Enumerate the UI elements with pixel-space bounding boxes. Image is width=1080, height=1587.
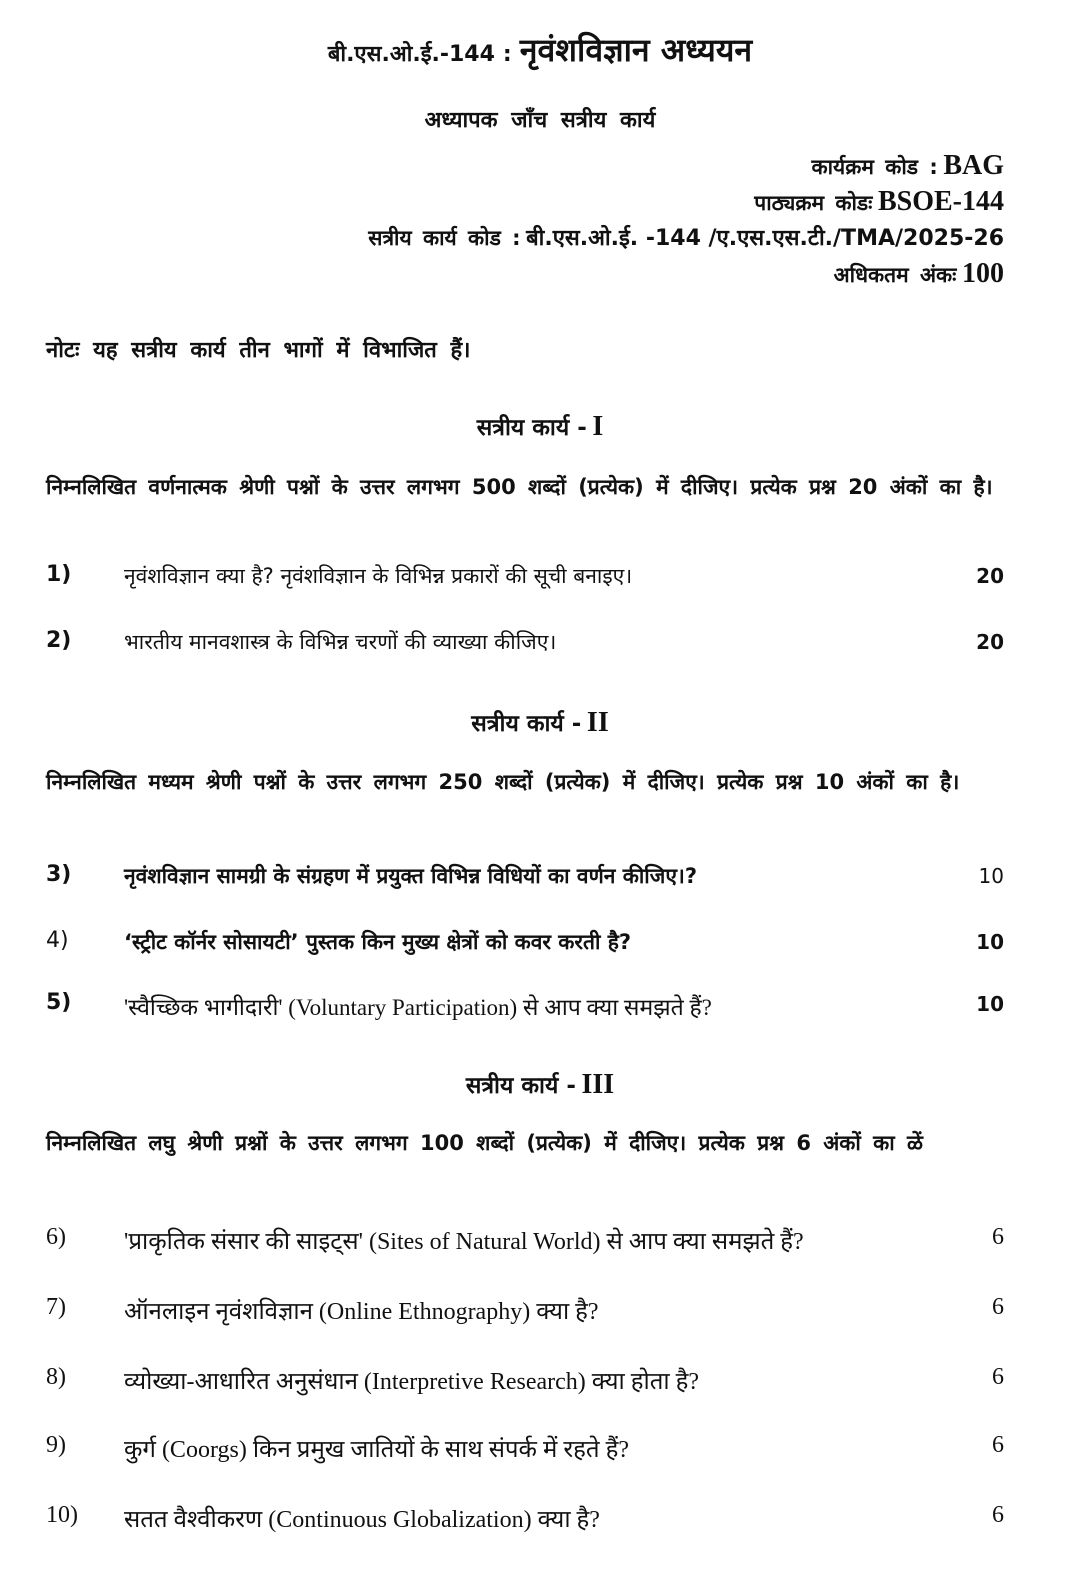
- question-number: 10): [46, 1502, 78, 1528]
- question-text: ऑनलाइन नृवंशविज्ञान (Online Ethnography) क्या है?: [124, 1299, 599, 1325]
- question-3: [46, 862, 1004, 902]
- question-marks: 6: [992, 1432, 1004, 1458]
- question-number: 4): [46, 928, 69, 953]
- section-heading-1: [0, 410, 1080, 443]
- question-marks: 6: [992, 1224, 1004, 1250]
- question-8: [46, 1364, 1004, 1404]
- section-instruction-2: निम्नलिखित मध्यम श्रेणी पश्नों के उत्तर लगभग 250 शब्दों (प्रत्येक) में दीजिए। प्रत्येक प्रश्न 10 अंकों का है।: [46, 770, 960, 794]
- question-text: सतत वैश्वीकरण (Continuous Globalization) क्या है?: [124, 1507, 600, 1533]
- question-5: [46, 990, 1004, 1030]
- question-number: 3): [46, 862, 72, 887]
- title-separator: :: [502, 42, 512, 67]
- section-instruction-3: निम्नलिखित लघु श्रेणी प्रश्नों के उत्तर लगभग 100 शब्दों (प्रत्येक) में दीजिए। प्रत्येक प्रश्न 6 अंकों का ळें: [46, 1131, 924, 1155]
- question-number: 9): [46, 1432, 66, 1458]
- page-title: [0, 28, 1080, 71]
- max-marks-line: [834, 258, 1004, 290]
- question-text: नृवंशविज्ञान सामग्री के संग्रहण में प्रयुक्त विभिन्न विधियों का वर्णन कीजिए।?: [124, 864, 698, 888]
- question-marks: 6: [992, 1294, 1004, 1320]
- question-2: [46, 628, 1004, 668]
- question-text: 'स्वैच्छिक भागीदारी' (Voluntary Participation) से आप क्या समझते हैं?: [124, 995, 712, 1020]
- section-numeral: II: [586, 707, 609, 738]
- question-number: 8): [46, 1364, 66, 1390]
- programme-code-line: [811, 150, 1004, 182]
- section-instruction-1: निम्नलिखित वर्णनात्मक श्रेणी पश्नों के उत्तर लगभग 500 शब्दों (प्रत्येक) में दीजिए। प्रत्येक प्रश्न 20 अंकों का है।: [46, 475, 993, 499]
- question-marks: 6: [992, 1502, 1004, 1528]
- question-9: [46, 1432, 1004, 1472]
- course-code-label: पाठ्यक्रम कोडः: [754, 191, 873, 215]
- question-number: 2): [46, 628, 72, 653]
- course-name: नृवंशविज्ञान अध्ययन: [519, 31, 753, 69]
- assignment-type: अध्यापक जाँच सत्रीय कार्य: [424, 108, 656, 133]
- section-numeral: I: [592, 411, 604, 442]
- question-number: 1): [46, 562, 72, 587]
- question-number: 5): [46, 990, 72, 1015]
- question-text: भारतीय मानवशास्त्र के विभिन्न चरणों की व्याख्या कीजिए।: [124, 630, 557, 654]
- section-label: सत्रीय कार्य -: [465, 1073, 576, 1099]
- assignment-code-line: [368, 222, 1004, 252]
- question-marks: 10: [978, 864, 1004, 888]
- question-text: नृवंशविज्ञान क्या है? नृवंशविज्ञान के विभिन्न प्रकारों की सूची बनाइए।: [124, 564, 633, 588]
- question-1: [46, 562, 1004, 602]
- question-number: 7): [46, 1294, 66, 1320]
- assignment-code-label: सत्रीय कार्य कोड :: [368, 226, 521, 250]
- section-heading-3: [0, 1068, 1080, 1101]
- question-text: ‘स्ट्रीट कॉर्नर सोसायटी’ पुस्तक किन मुख्य क्षेत्रों को कवर करती है?: [124, 930, 632, 954]
- question-marks: 10: [976, 992, 1004, 1016]
- max-marks-value: 100: [962, 258, 1004, 289]
- max-marks-label: अधिकतम अंकः: [833, 263, 957, 287]
- note: नोटः यह सत्रीय कार्य तीन भागों में विभाजित हैं।: [46, 338, 471, 363]
- question-marks: 20: [976, 630, 1004, 654]
- course-code-line: [754, 186, 1004, 218]
- course-code-value: BSOE-144: [877, 186, 1004, 217]
- question-marks: 10: [976, 930, 1004, 954]
- section-heading-2: [0, 706, 1080, 739]
- section-label: सत्रीय कार्य -: [476, 415, 587, 441]
- assignment-code-value: बी.एस.ओ.ई. -144 /ए.एस.एस.टी./TMA/2025-26: [526, 226, 1004, 251]
- programme-code-label: कार्यक्रम कोड :: [811, 155, 938, 179]
- question-10: [46, 1502, 1004, 1542]
- question-6: [46, 1224, 1004, 1264]
- question-marks: 6: [992, 1364, 1004, 1390]
- question-number: 6): [46, 1224, 66, 1250]
- question-text: कुर्ग (Coorgs) किन प्रमुख जातियों के साथ संपर्क में रहते हैं?: [124, 1437, 629, 1463]
- question-marks: 20: [976, 564, 1004, 588]
- question-text: 'प्राकृतिक संसार की साइट्स' (Sites of Natural World) से आप क्या समझते हैं?: [124, 1229, 804, 1255]
- section-numeral: III: [581, 1069, 615, 1100]
- section-label: सत्रीय कार्य -: [471, 711, 582, 737]
- programme-code-value: BAG: [943, 150, 1004, 181]
- question-7: [46, 1294, 1004, 1334]
- question-text: व्योख्या-आधारित अनुसंधान (Interpretive Research) क्या होता है?: [124, 1369, 700, 1395]
- question-4: [46, 928, 1004, 968]
- course-code-hindi: बी.एस.ओ.ई.-144: [327, 42, 495, 67]
